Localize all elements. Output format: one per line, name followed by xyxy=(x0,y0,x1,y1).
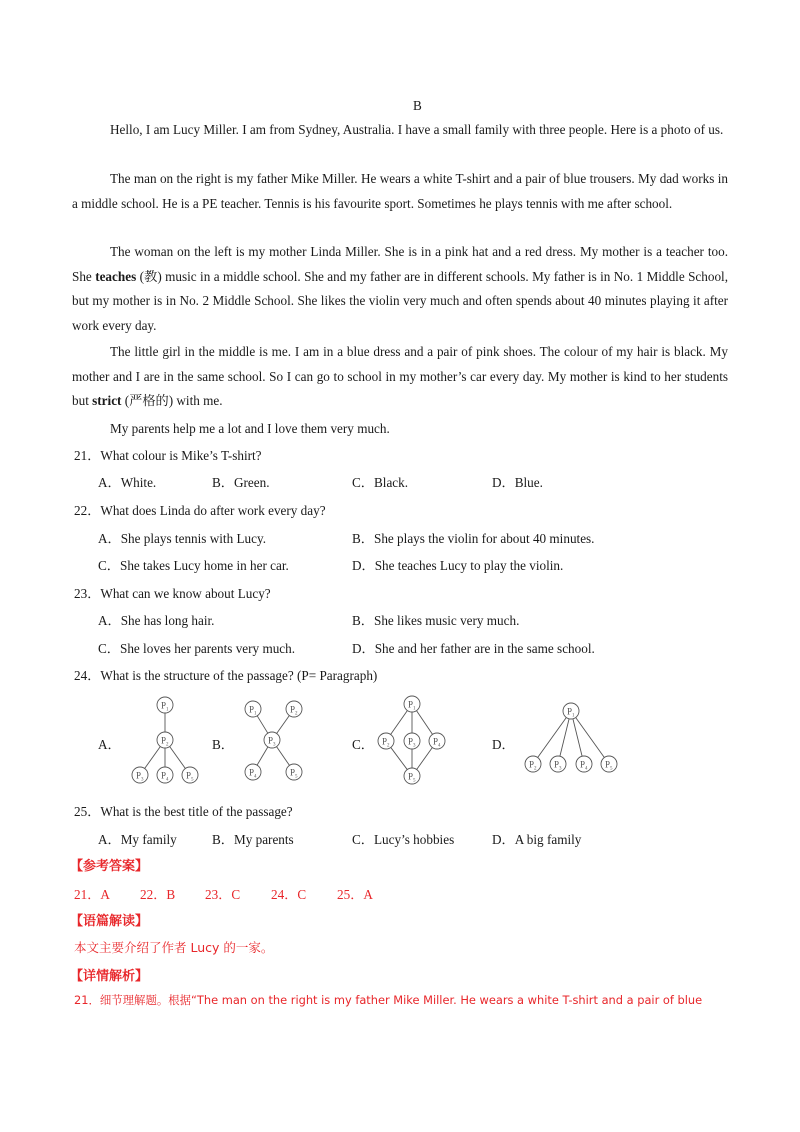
answer-25: 25．A xyxy=(337,887,373,902)
q21-option-b[interactable]: B．Green. xyxy=(212,475,270,490)
diagram-c-edge xyxy=(417,748,433,770)
diagram-a-label-p1: $P_1$ xyxy=(161,700,169,713)
paragraph-3-text-a: The woman on the left is my mother Linda Miller. She is in a pink hat and a red dress. My mother is a teacher too. She xyxy=(72,244,728,284)
q24-option-c[interactable]: C． xyxy=(352,737,374,752)
question-24: 24．What is the structure of the passage? (P= Paragraph) xyxy=(74,668,378,683)
diagram-d-edge xyxy=(538,718,567,758)
q25-option-b[interactable]: B．My parents xyxy=(212,832,294,847)
diagram-b-edge xyxy=(257,716,268,733)
q24-option-a[interactable]: A． xyxy=(98,737,121,752)
reading-text: 本文主要介绍了作者 Lucy 的一家。 xyxy=(74,940,274,955)
q21-option-d[interactable]: D．Blue. xyxy=(492,475,543,490)
q24-option-d[interactable]: D． xyxy=(492,737,515,752)
diagram-c-label-p4: $P_4$ xyxy=(433,736,441,749)
diagram-a-label-p4: $P_4$ xyxy=(161,770,169,783)
analysis-header: 【详情解析】 xyxy=(70,969,149,984)
question-23: 23．What can we know about Lucy? xyxy=(74,586,271,601)
paragraph-3-text-b: (教) music in a middle school. She and my father are in different schools. My father is in No. 1 Middle School, but my mother is in No. 2 Middle School. She likes the violin very much and often spends about 40 minutes playing it after work every day. xyxy=(72,268,729,333)
diagram-b-label-p5: $P_5$ xyxy=(290,767,298,780)
question-25: 25．What is the best title of the passage? xyxy=(74,804,293,819)
question-22: 22．What does Linda do after work every day? xyxy=(74,503,326,518)
diagram-b-label-p2: $P_2$ xyxy=(290,704,298,717)
diagram-d-label-p3: $P_3$ xyxy=(554,759,562,772)
analysis-text xyxy=(74,992,702,1008)
q25-option-c[interactable]: C．Lucy’s hobbies xyxy=(352,832,455,847)
diagram-d-label-p4: $P_4$ xyxy=(580,759,588,772)
answer-24: 24．C xyxy=(271,887,307,902)
q21-option-c[interactable]: C．Black. xyxy=(352,475,409,490)
analysis-text-content: 21．细节理解题。根据“The man on the right is my father Mike Miller. He wears a white T-shirt and a pair of blue xyxy=(74,993,703,1007)
keyword-strict: strict xyxy=(92,393,122,408)
q24-option-b[interactable]: B． xyxy=(212,737,234,752)
paragraph-2: The man on the right is my father Mike Miller. He wears a white T-shirt and a pair of blue trousers. My dad works in a middle school. He is a PE teacher. Tennis is his favourite sport. Sometimes he plays tennis with me after school. xyxy=(72,171,728,211)
diagram-c-label-p1: $P_1$ xyxy=(408,699,416,712)
diagram-c-edge xyxy=(391,711,408,735)
keyword-teaches: teaches xyxy=(95,268,137,284)
diagram-b-edge xyxy=(257,747,268,765)
diagram-d-label-p1: $P_1$ xyxy=(567,706,575,719)
q25-option-d[interactable]: D．A big family xyxy=(492,832,582,847)
reading-header: 【语篇解读】 xyxy=(70,914,149,929)
q25-option-a[interactable]: A．My family xyxy=(98,832,177,847)
diagram-d-label-p5: $P_5$ xyxy=(605,759,613,772)
answer-23: 23．C xyxy=(205,887,241,902)
paragraph-4-text-b: (严格的) with me. xyxy=(121,393,223,408)
diagram-b-label-p4: $P_4$ xyxy=(249,767,257,780)
diagram-a-edge xyxy=(170,747,186,769)
q21-option-a[interactable]: A．White. xyxy=(98,475,157,490)
diagram-b-edge xyxy=(277,747,290,766)
diagram-b-edge xyxy=(277,716,290,734)
answer-21: 21．A xyxy=(74,887,110,902)
diagram-c-edge xyxy=(416,711,432,735)
paragraph-5: My parents help me a lot and I love them very much. xyxy=(110,421,390,436)
q22-option-a[interactable]: A．She plays tennis with Lucy. xyxy=(98,531,266,546)
diagram-c-label-p3: $P_3$ xyxy=(408,736,416,749)
answers-header: 【参考答案】 xyxy=(70,859,149,874)
question-21: 21．What colour is Mike’s T-shirt? xyxy=(74,448,262,463)
diagram-b-label-p3: $P_3$ xyxy=(268,735,276,748)
section-letter: B xyxy=(413,98,422,113)
diagram-c-label-p2: $P_2$ xyxy=(382,736,390,749)
diagram-b-label-p1: $P_1$ xyxy=(249,704,257,717)
q23-option-d[interactable]: D．She and her father are in the same school. xyxy=(352,641,595,656)
diagram-d-label-p2: $P_2$ xyxy=(529,759,537,772)
q22-option-b[interactable]: B．She plays the violin for about 40 minutes. xyxy=(352,531,595,546)
diagram-a-label-p3: $P_3$ xyxy=(136,770,144,783)
q22-option-c[interactable]: C．She takes Lucy home in her car. xyxy=(98,558,289,573)
diagram-a-label-p2: $P_2$ xyxy=(161,735,169,748)
q23-option-b[interactable]: B．She likes music very much. xyxy=(352,613,520,628)
q22-option-d[interactable]: D．She teaches Lucy to play the violin. xyxy=(352,558,564,573)
diagram-c-label-p5: $P_5$ xyxy=(408,771,416,784)
diagram-a-label-p5: $P_5$ xyxy=(186,770,194,783)
q23-option-c[interactable]: C．She loves her parents very much. xyxy=(98,641,296,656)
diagram-c-edge xyxy=(391,747,407,769)
q23-option-a[interactable]: A．She has long hair. xyxy=(98,613,215,628)
diagram-d-edge xyxy=(576,718,605,758)
answer-22: 22．B xyxy=(140,887,176,902)
paragraph-1: Hello, I am Lucy Miller. I am from Sydney, Australia. I have a small family with three people. Here is a photo of us. xyxy=(110,122,724,137)
paragraph-4-text-a: The little girl in the middle is me. I am in a blue dress and a pair of pink shoes. The colour of my hair is black. My mother and I are in the same school. So I can go to school in my mother’s car every day. My mother is kind to her students but xyxy=(72,344,728,408)
diagram-a-edge xyxy=(145,747,161,769)
